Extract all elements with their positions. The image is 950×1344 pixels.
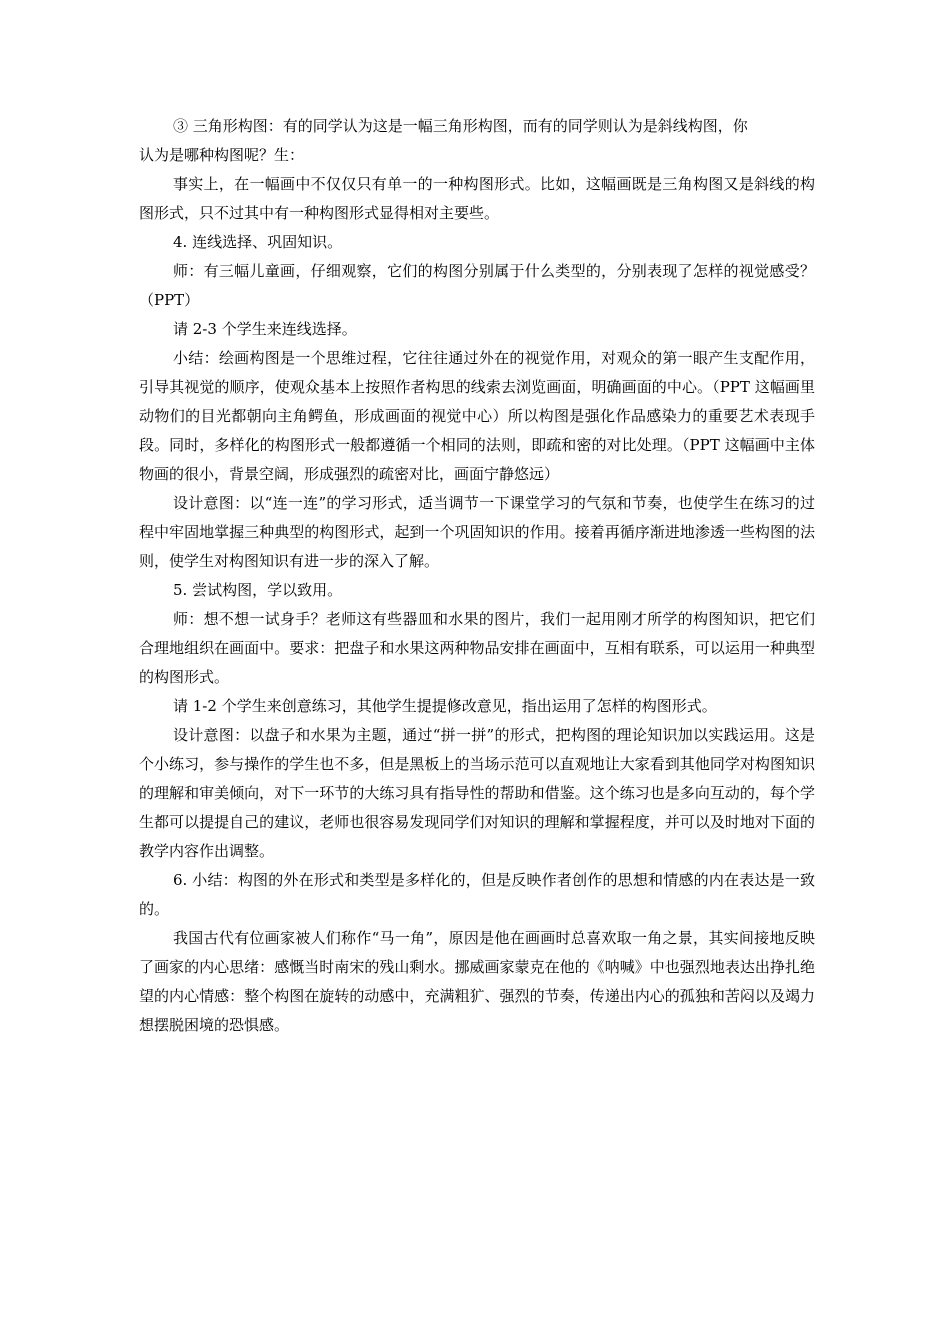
section-heading-5: 5. 尝试构图，学以致用。 — [173, 581, 343, 599]
paragraph-design-intent-2: 设计意图：以盘子和水果为主题，通过“拼一拼”的形式，把构图的理论知识加以实践运用。这是个小练习，参与操作的学生也不多，但是黑板上的当场示范可以直观地让大家看到其他同学对构图知识的理解和审美倾向，对下一环节的大练习具有指导性的帮助和借鉴。这个练习也是多向互动的，每个学生都可以提提自己的建议，老师也很容易发现同学们对知识的理解和掌握程度，并可以及时地对下面的教学内容作出调整。 — [139, 726, 815, 860]
paragraph-ma-yijiao-munch: 我国古代有位画家被人们称作“马一角”，原因是他在画画时总喜欢取一角之景，其实间接地反映了画家的内心思绪：感慨当时南宋的残山剩水。挪威画家蒙克在他的《呐喊》中也强烈地表达出挣扎绝望的内心情感：整个构图在旋转的动感中，充满粗犷、强烈的节奏，传递出内心的孤独和苦闷以及竭力想摆脱困境的恐惧感。 — [139, 929, 815, 1034]
paragraph-multiple-composition-forms: 事实上，在一幅画中不仅仅只有单一的一种构图形式。比如，这幅画既是三角构图又是斜线的构图形式，只不过其中有一种构图形式显得相对主要些。 — [139, 175, 815, 222]
paragraph-design-intent-1: 设计意图：以“连一连”的学习形式，适当调节一下课堂学习的气氛和节奏，也使学生在练习的过程中牢固地掌握三种典型的构图形式，起到一个巩固知识的作用。接着再循序渐进地渗透一些构图的法则，使学生对构图知识有进一步的深入了解。 — [139, 494, 815, 570]
paragraph-summary-composition: 小结：绘画构图是一个思维过程，它往往通过外在的视觉作用，对观众的第一眼产生支配作用，引导其视觉的顺序，使观众基本上按照作者构思的线索去浏览画面，明确画面的中心。（PPT 这幅画里动物们的目光都朝向主角鳄鱼，形成画面的视觉中心）所以构图是强化作品感染力的重要艺术表现手段。同时，多样化的构图形式一般都遵循一个相同的法则，即疏和密的对比处理。（PPT 这幅画中主体物画的很小，背景空阔，形成强烈的疏密对比，画面宁静悠远） — [139, 349, 815, 483]
section-heading-4: 4. 连线选择、巩固知识。 — [173, 233, 343, 251]
paragraph-students-creative-practice: 请 1-2 个学生来创意练习，其他学生提提修改意见，指出运用了怎样的构图形式。 — [173, 697, 717, 715]
section-heading-6-summary: 6. 小结：构图的外在形式和类型是多样化的，但是反映作者创作的思想和情感的内在表达是一致的。 — [139, 871, 815, 918]
paragraph-triangle-composition-question: ③ 三角形构图：有的同学认为这是一幅三角形构图，而有的同学则认为是斜线构图，你 — [173, 117, 748, 135]
paragraph-students-connect-lines: 请 2-3 个学生来连线选择。 — [173, 320, 357, 338]
document-page — [139, 112, 815, 1040]
paragraph-teacher-try-composition: 师：想不想一试身手？老师这有些器皿和水果的图片，我们一起用刚才所学的构图知识，把它们合理地组织在画面中。要求：把盘子和水果这两种物品安排在画面中，互相有联系，可以运用一种典型的构图形式。 — [139, 610, 815, 686]
paragraph-teacher-children-paintings: 师：有三幅儿童画，仔细观察，它们的构图分别属于什么类型的，分别表现了怎样的视觉感受？（PPT） — [139, 262, 815, 309]
paragraph-question-continuation: 认为是哪种构图呢？生： — [139, 146, 305, 164]
